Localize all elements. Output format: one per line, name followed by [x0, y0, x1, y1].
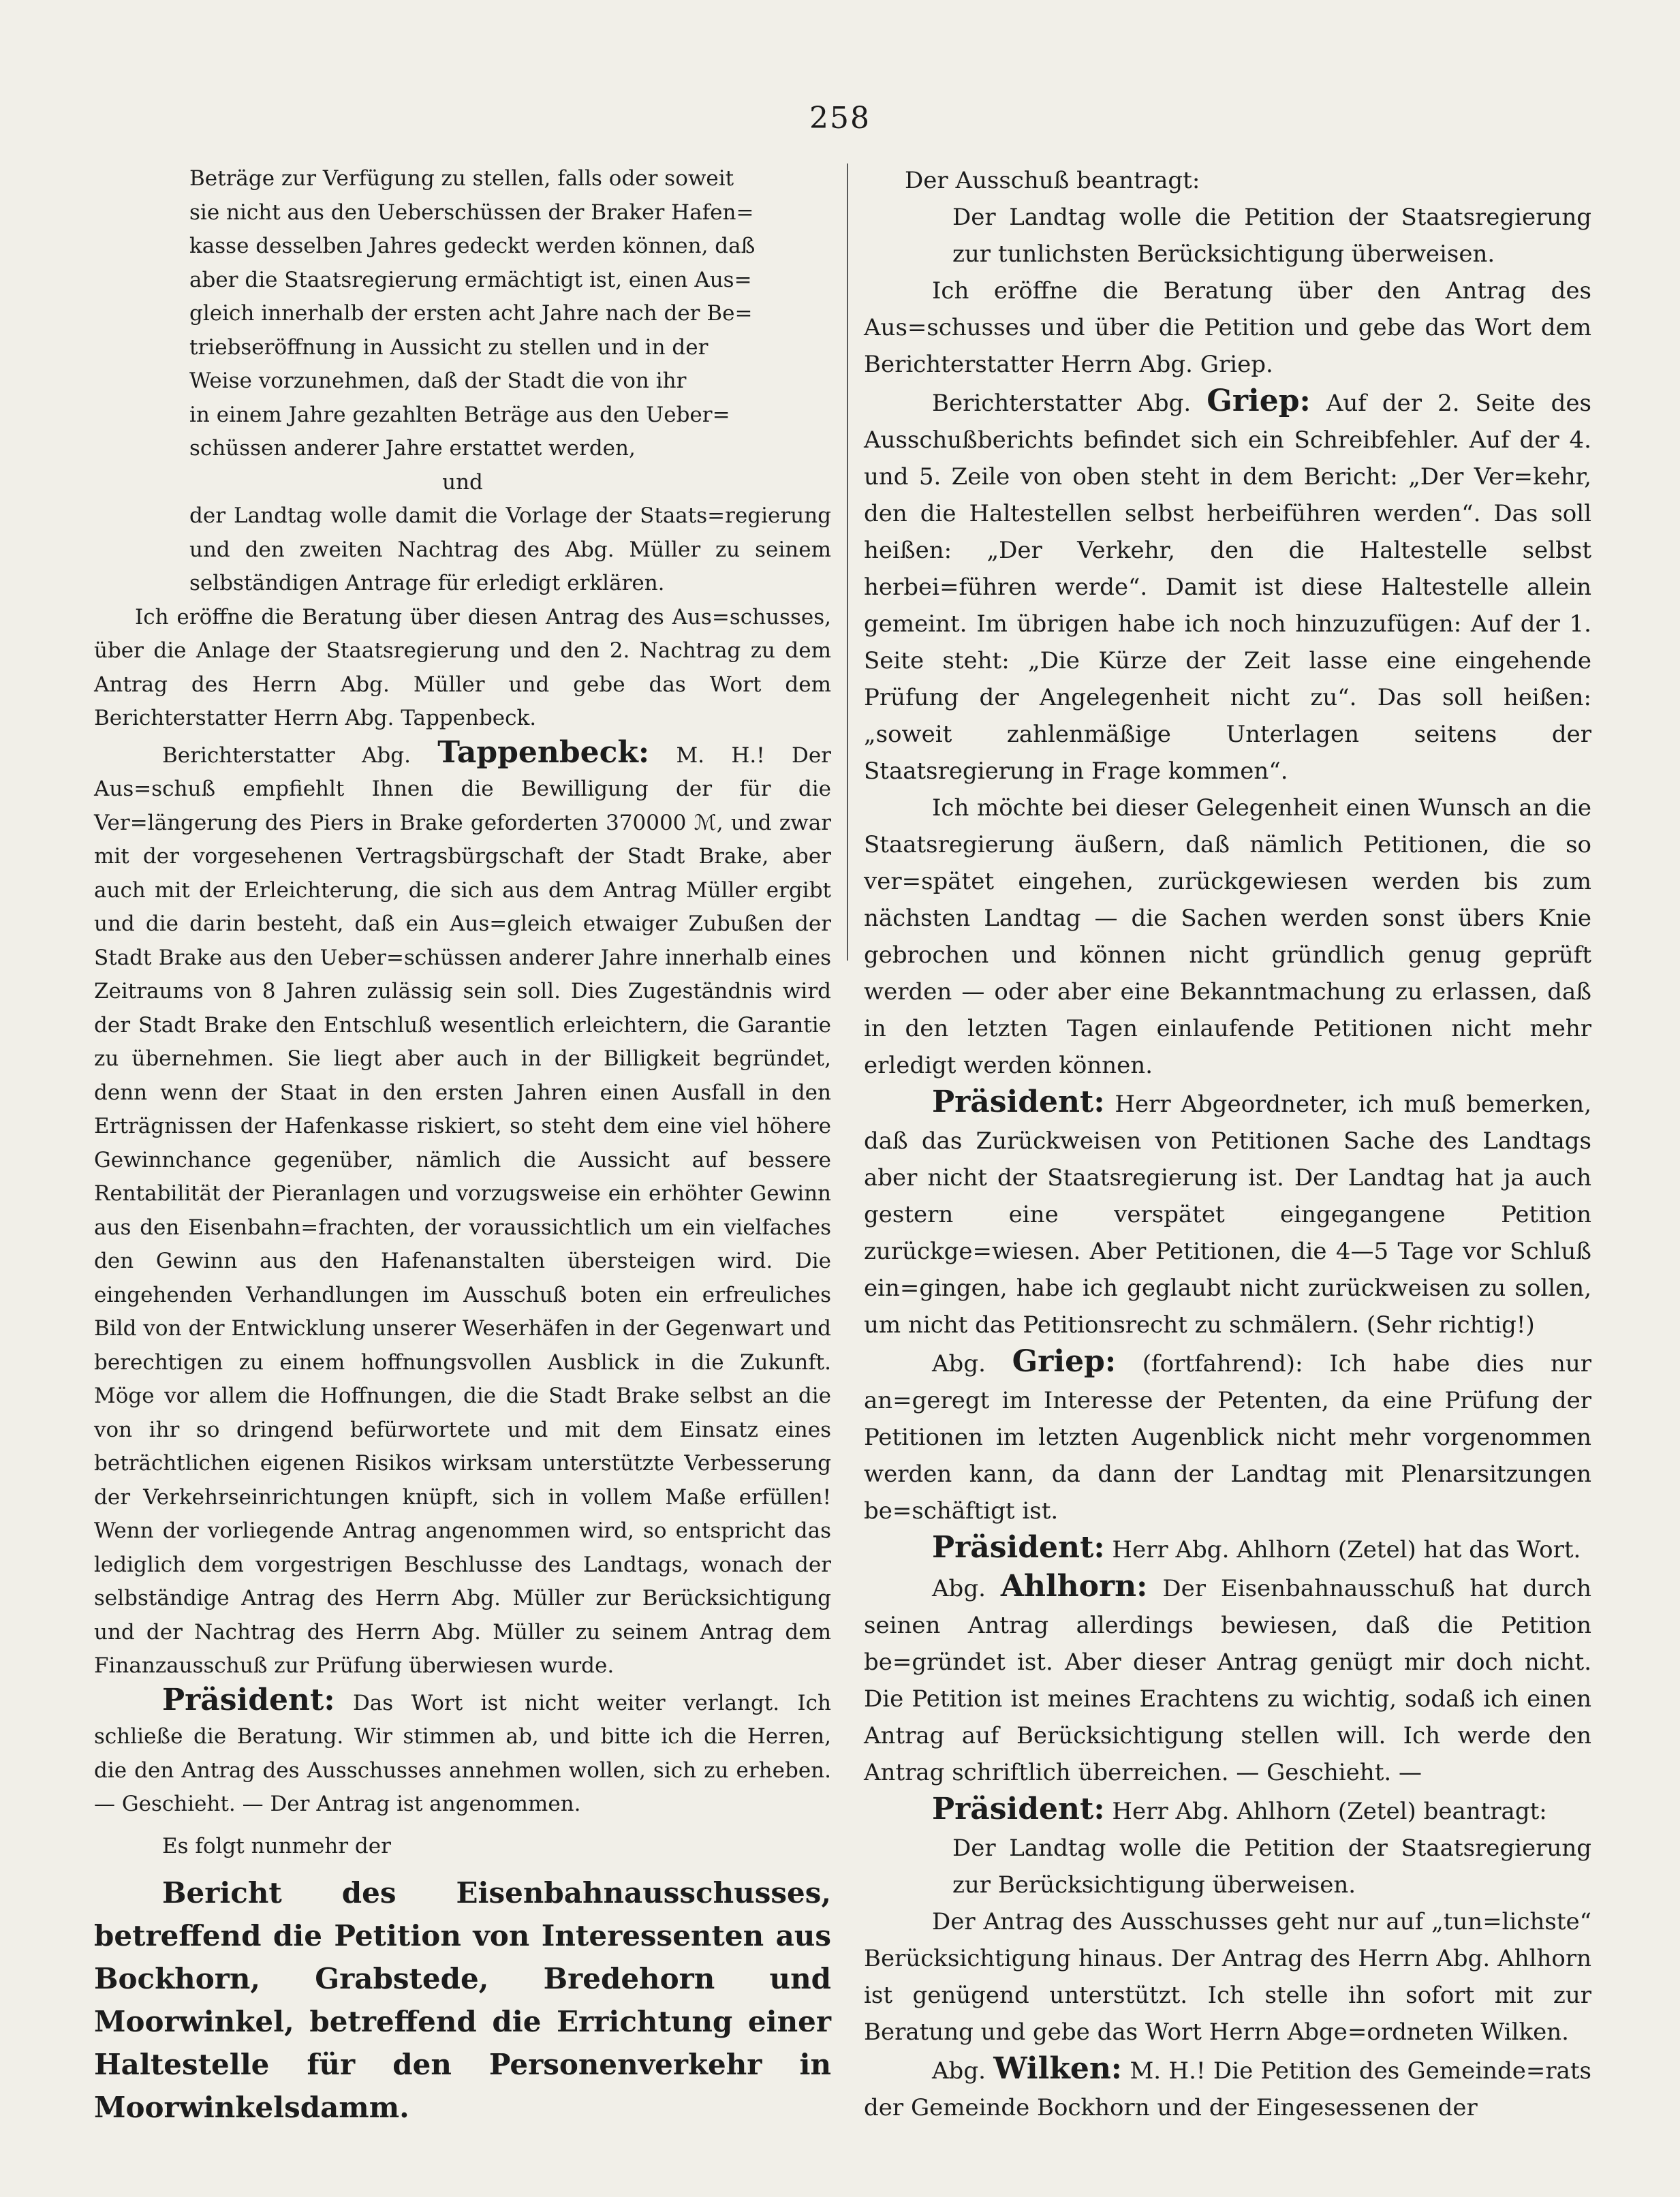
speech-text: Das Wort ist nicht weiter verlangt. Ich schließe die Beratung. Wir stimmen ab, und bitte ich die Herren, die den Antrag des Ausschusses annehmen wollen, sich zu erheben. — Geschieht. — Der Antrag ist angenommen.: [94, 1690, 832, 1816]
left-column: [94, 162, 831, 2129]
text-line: aber die Staatsregierung ermächtigt ist, einen Aus=: [189, 267, 752, 292]
report-title: Bericht des Eisenbahnausschusses, betreffend die Petition von Interessenten aus Bockhorn, Grabstede, Bredehorn und Moorwinkel, betreffend die Errichtung einer Haltestelle für den Personenverkehr in Moorwinkelsdamm.: [94, 1876, 831, 2124]
motion-text: der Landtag wolle damit die Vorlage der Staats=regierung und den zweiten Nachtrag des Abg. Müller zu seinem selbständigen Antrage für erledigt erklären.: [189, 503, 831, 595]
text-line: sie nicht aus den Ueberschüssen der Braker Hafen=: [189, 200, 754, 225]
speaker-name: Präsident:: [932, 1792, 1105, 1826]
speech-wilken: [864, 2051, 1591, 2126]
speech-text: Herr Abg. Ahlhorn (Zetel) beantragt:: [1112, 1798, 1547, 1825]
column-divider: [847, 163, 848, 961]
page-number: 258: [809, 101, 871, 136]
right-column: [864, 162, 1591, 2126]
speech-text: Herr Abgeordneter, ich muß bemerken, daß das Zurückweisen von Petitionen Sache des Landtags aber nicht der Staatsregierung ist. Der Landtag hat ja auch gestern eine verspätet eingegangene Petition zurückge=wiesen. Aber Petitionen, die 4—5 Tage vor Schluß ein=gingen, habe ich geglaubt nicht zurückweisen zu sollen, um nicht das Petitionsrecht zu schmälern. (Sehr richtig!): [864, 1091, 1591, 1339]
speech-ahlhorn: [864, 1568, 1591, 1791]
speaker-name: Präsident:: [932, 1085, 1105, 1119]
text-line: triebseröffnung in Aussicht zu stellen und in der: [189, 334, 709, 360]
text-line: Beträge zur Verfügung zu stellen, falls oder soweit: [189, 166, 734, 191]
speech-text: Auf der 2. Seite des Ausschußberichts befindet sich ein Schreibfehler. Auf der 4. und 5. Zeile von oben steht in dem Bericht: „Der Ver=kehr, den die Haltestellen selbst herbeiführen werden“. Das soll heißen: „Der Verkehr, den die Haltestelle selbst herbei=führen werde“. Damit ist diese Haltestelle allein gemeint. Im übrigen habe ich noch hinzuzufügen: Auf der 1. Seite steht: „Die Kürze der Zeit lasse eine eingehende Prüfung der Angelegenheit nicht zu“. Das soll heißen: „soweit zahlenmäßige Unterlagen seitens der Staatsregierung in Frage kommen“.: [864, 390, 1591, 785]
paragraph: Der Antrag des Ausschusses geht nur auf „tun=lichste“ Berücksichtigung hinaus. Der Antrag des Herrn Abg. Ahlhorn ist genügend unterstützt. Ich stelle ihn sofort mit zur Beratung und gebe das Wort Herrn Abge=ordneten Wilken.: [864, 1908, 1591, 2046]
speaker-role: Berichterstatter Abg.: [162, 743, 411, 768]
speaker-name: Griep:: [1207, 384, 1311, 418]
speech-griep-continued: [864, 1343, 1591, 1529]
speaker-role: Berichterstatter Abg.: [932, 390, 1192, 417]
text-line: kasse desselben Jahres gedeckt werden können, daß: [189, 234, 756, 258]
speaker-name: Wilken:: [993, 2051, 1123, 2086]
speech-text: Der Eisenbahnausschuß hat durch seinen Antrag allerdings bewiesen, daß die Petition be=gründet ist. Aber dieser Antrag genügt mir doch nicht. Die Petition ist meines Erachtens zu wichtig, sodaß ich einen Antrag auf Berücksichtigung stellen will. Ich werde den Antrag schriftlich überreichen. — Geschieht. —: [864, 1575, 1591, 1786]
conjunction-und: und: [442, 469, 483, 495]
motion-text: Der Landtag wolle die Petition der Staatsregierung zur Berücksichtigung überweisen.: [952, 1835, 1591, 1899]
paragraph: Ich eröffne die Beratung über diesen Antrag des Aus=schusses, über die Anlage der Staatsregierung und den 2. Nachtrag zu dem Antrag des Herrn Abg. Müller und gebe das Wort dem Berichterstatter Herrn Abg. Tappenbeck.: [94, 604, 831, 730]
speech-president: [864, 1084, 1591, 1343]
text-line: in einem Jahre gezahlten Beträge aus den Ueber=: [189, 402, 730, 427]
text-line: gleich innerhalb der ersten acht Jahre nach der Be=: [189, 301, 753, 326]
text-line: schüssen anderer Jahre erstattet werden,: [189, 436, 636, 461]
speech-griep: [864, 383, 1591, 790]
text-line: Weise vorzunehmen, daß der Stadt die von ihr: [189, 369, 687, 393]
speaker-role: Abg.: [932, 1350, 986, 1377]
speaker-role: Abg.: [932, 2057, 986, 2085]
paragraph-continuation: [94, 162, 831, 466]
speech-president: [94, 1683, 831, 1822]
speaker-name: Präsident:: [932, 1530, 1105, 1565]
speech-text: M. H.! Die Petition des Gemeinde=rats der Gemeinde Bockhorn und der Eingesessenen der: [864, 2057, 1591, 2121]
motion-text: Der Landtag wolle die Petition der Staatsregierung zur tunlichsten Berücksichtigung überweisen.: [952, 204, 1591, 268]
speaker-role: Abg.: [932, 1575, 986, 1602]
speech-president: [864, 1529, 1591, 1568]
paragraph: Ich möchte bei dieser Gelegenheit einen Wunsch an die Staatsregierung äußern, daß nämlich Petitionen, die so ver=spätet eingehen, zurückgewiesen werden bis zum nächsten Landtag — die Sachen werden sonst übers Knie gebrochen und können nicht gründlich genug geprüft werden — oder aber eine Bekanntmachung zu erlassen, daß in den letzten Tagen einlaufende Petitionen nicht mehr erledigt werden können.: [864, 794, 1591, 1079]
speaker-name: Ahlhorn:: [1000, 1569, 1148, 1604]
speech-text: M. H.! Der Aus=schuß empfiehlt Ihnen die Bewilligung der für die Ver=längerung des Piers in Brake geforderten 370000 ℳ, und zwar mit der vorgesehenen Vertragsbürgschaft der Stadt Brake, aber auch mit der Erleichterung, die sich aus dem Antrag Müller ergibt und die darin besteht, daß ein Aus=gleich etwaiger Zubußen der Stadt Brake aus den Ueber=schüssen anderer Jahre innerhalb eines Zeitraums von 8 Jahren zulässig sein soll. Dies Zugeständnis wird der Stadt Brake den Entschluß wesentlich erleichtern, die Garantie zu übernehmen. Sie liegt aber auch in der Billigkeit begründet, denn wenn der Staat in den ersten Jahren einen Ausfall in den Erträgnissen der Hafenkasse riskiert, so steht dem eine viel höhere Gewinnchance gegenüber, nämlich die Aussicht auf bessere Rentabilität der Pieranlagen und vorzugsweise ein erhöhter Gewinn aus den Eisenbahn=frachten, der voraussichtlich um ein vielfaches den Gewinn aus den Hafenanstalten übersteigen wird. Die eingehenden Verhandlungen im Ausschuß boten ein erfreuliches Bild von der Entwicklung unserer Weserhäfen in der Gegenwart und berechtigen zu einem hoffnungsvollen Ausblick in die Zukunft. Möge vor allem die Hoffnungen, die die Stadt Brake selbst an die von ihr so dringend befürwortete und mit dem Einsatz eines beträchtlichen eigenen Risikos wirksam unterstützte Verbesserung der Verkehrseinrichtungen knüpft, sich in vollem Maße erfüllen! Wenn der vorliegende Antrag angenommen wird, so entspricht das lediglich dem vorgestrigen Beschlusse des Landtags, wonach der selbständige Antrag des Herrn Abg. Müller zur Berücksichtigung und der Nachtrag des Herrn Abg. Müller zu seinem Antrag dem Finanzausschuß zur Prüfung überwiesen wurde.: [94, 743, 831, 1678]
paragraph: Ich eröffne die Beratung über den Antrag des Aus=schusses und über die Petition und gebe das Wort dem Berichterstatter Herrn Abg. Griep.: [864, 277, 1591, 378]
speech-text: Herr Abg. Ahlhorn (Zetel) hat das Wort.: [1112, 1536, 1581, 1563]
paragraph: Es folgt nunmehr der: [162, 1833, 391, 1858]
speech-text: (fortfahrend): Ich habe dies nur an=geregt im Interesse der Petenten, da eine Prüfung der Petitionen im letzten Augenblick nicht mehr vorgenommen werden kann, da dann der Landtag mit Plenarsitzungen be=schäftigt ist.: [864, 1350, 1591, 1525]
speaker-name: Griep:: [1012, 1344, 1117, 1379]
speech-tappenbeck: [94, 736, 831, 1683]
speaker-name: Präsident:: [162, 1682, 335, 1717]
paragraph: Der Ausschuß beantragt:: [905, 167, 1200, 194]
speaker-name: Tappenbeck:: [437, 734, 650, 770]
speech-president: [864, 1791, 1591, 1830]
